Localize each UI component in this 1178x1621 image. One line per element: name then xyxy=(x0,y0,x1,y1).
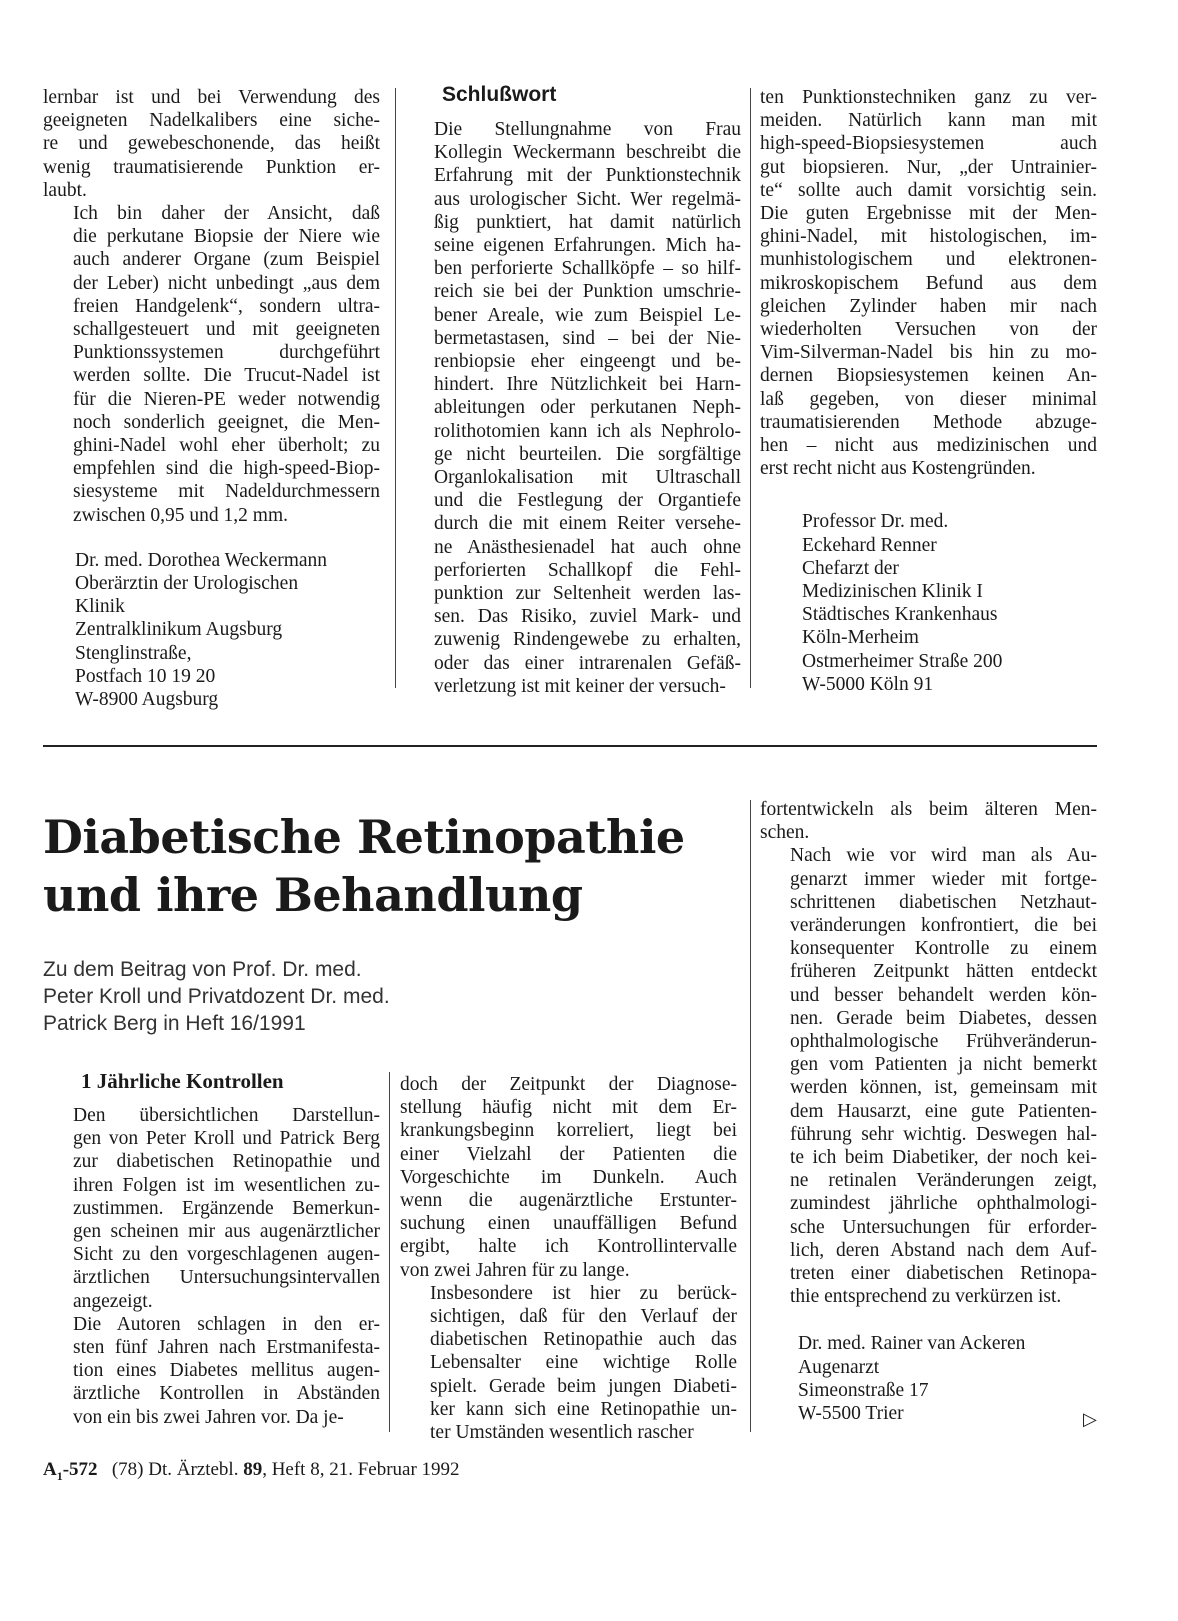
text-line: nen. Gerade beim Diabetes, dessen xyxy=(790,1007,1097,1029)
section-divider xyxy=(43,745,1097,747)
text-line: doch der Zeitpunkt der Diagnose- xyxy=(400,1074,737,1095)
signature-line: W-8900 Augsburg xyxy=(75,689,219,711)
text-line: ableitungen oder perkutanen Neph- xyxy=(434,397,741,419)
text-line: und besser behandelt werden kön- xyxy=(790,984,1097,1006)
text-line: seine eigenen Erfahrungen. Mich ha- xyxy=(434,235,741,257)
paragraph xyxy=(760,798,1097,844)
text-line: zumindest jährliche ophthalmologi- xyxy=(790,1193,1097,1215)
text-line: suchung einen unauffälligen Befund xyxy=(400,1213,737,1235)
author-signature xyxy=(43,549,380,711)
text-line: der Leber) nicht unbedingt „aus dem xyxy=(73,272,380,294)
signature-line: Augenarzt xyxy=(798,1356,880,1378)
text-line: ge nicht beurteilen. Die sorgfältige xyxy=(434,443,741,465)
text-line: reich sie bei der Punktion umschrie- xyxy=(434,281,741,303)
text-line: durch die mit einem Reiter versehe- xyxy=(434,513,741,535)
text-line: schallgesteuert und mit geeigneten xyxy=(73,319,380,341)
text-line: diabetischen Retinopathie auch das xyxy=(430,1329,737,1351)
text-line: wiederholten Versuchen von der xyxy=(760,319,1097,341)
text-line: Nach wie vor wird man als Au- xyxy=(790,845,1097,867)
text-line: Erfahrung mit der Punktionstechnik xyxy=(434,165,741,187)
top-column-1 xyxy=(43,86,380,711)
text-line: Den übersichtlichen Darstellun- xyxy=(73,1105,380,1126)
column-divider xyxy=(395,88,396,688)
text-line: laubt. xyxy=(43,179,87,201)
signature-line: Dr. med. Rainer van Ackeren xyxy=(798,1333,1026,1355)
article-title-line: und ihre Behandlung xyxy=(43,868,583,922)
text-line: früheren Zeitpunkt hätten entdeckt xyxy=(790,961,1097,983)
text-line: von zwei Jahren für zu lange. xyxy=(400,1259,630,1281)
signature-line: Köln-Merheim xyxy=(802,627,919,649)
text-line: von ein bis zwei Jahren vor. Da je- xyxy=(73,1406,344,1428)
signature-line: Zentralklinikum Augsburg xyxy=(75,619,283,641)
text-line: spielt. Gerade beim jungen Diabeti- xyxy=(430,1375,737,1397)
text-line: sichtigen, daß für den Verlauf der xyxy=(430,1306,737,1328)
section-heading: Schlußwort xyxy=(442,83,557,106)
article-column-2 xyxy=(400,1073,737,1444)
text-line: stellung häufig nicht mit dem Er- xyxy=(400,1097,737,1119)
article-column-1 xyxy=(43,1068,380,1429)
text-line: ghini-Nadel wohl eher überholt; zu xyxy=(73,435,380,457)
text-line: führung sehr wichtig. Deswegen hal- xyxy=(790,1123,1097,1145)
signature-line: Stenglinstraße, xyxy=(75,642,192,664)
text-line: ärztliche Kontrollen in Abständen xyxy=(73,1383,380,1405)
paragraph xyxy=(760,86,1097,480)
text-line: sche Untersuchungen für erforder- xyxy=(790,1216,1097,1238)
text-line: siesysteme mit Nadeldurchmessern xyxy=(73,481,380,503)
text-line: lich, deren Abstand nach dem Auf- xyxy=(790,1239,1097,1261)
signature-line: Medizinischen Klinik I xyxy=(802,581,983,603)
article-subtitle-line: Patrick Berg in Heft 16/1991 xyxy=(43,1012,306,1035)
text-line: ßig punktiert, hat damit natürlich xyxy=(434,211,741,233)
text-line: sen. Das Risiko, zuviel Mark- und xyxy=(434,606,741,628)
text-line: ophthalmologische Frühveränderun- xyxy=(790,1031,1097,1053)
paragraph xyxy=(760,844,1097,1308)
paragraph xyxy=(43,1313,380,1429)
text-line: meiden. Natürlich kann man mit xyxy=(760,110,1097,132)
text-line: schrittenen diabetischen Netzhaut- xyxy=(790,891,1097,913)
signature-line: W-5000 Köln 91 xyxy=(802,673,934,695)
paragraph xyxy=(400,1282,737,1444)
text-line: einer Vielzahl der Patienten die xyxy=(400,1143,737,1165)
text-line: gen von Peter Kroll und Patrick Berg xyxy=(73,1128,380,1150)
text-line: ergibt, halte ich Kontrollintervalle xyxy=(400,1236,737,1258)
text-line: auch anderer Organe (zum Beispiel xyxy=(73,249,380,271)
paragraph xyxy=(43,202,380,527)
signature-line: Klinik xyxy=(75,596,125,618)
text-line: empfehlen sind die high-speed-Biop- xyxy=(73,458,380,480)
column-divider xyxy=(389,1072,390,1432)
text-line: zur diabetischen Retinopathie und xyxy=(73,1151,380,1173)
text-line: thie entsprechend zu verkürzen ist. xyxy=(790,1286,1062,1308)
text-line: aus urologischer Sicht. Wer regelmä- xyxy=(434,188,741,210)
column-divider xyxy=(750,88,751,688)
text-line: Die guten Ergebnisse mit der Men- xyxy=(760,203,1097,225)
text-line: zuwenig Rindengewebe zu erhalten, xyxy=(434,629,741,651)
text-line: ärztlichen Untersuchungsintervallen xyxy=(73,1267,380,1289)
article-column-3 xyxy=(760,798,1097,1425)
text-line: ter Umständen wesentlich rascher xyxy=(430,1422,694,1444)
text-line: ben perforierte Schallköpfe – so hilf- xyxy=(434,258,741,280)
text-line: Organlokalisation mit Ultraschall xyxy=(434,467,741,489)
text-line: lernbar ist und bei Verwendung des xyxy=(43,87,380,108)
text-line: gen scheinen mir aus augenärztlicher xyxy=(73,1221,380,1243)
text-line: dernen Biopsiesystemen keinen An- xyxy=(760,365,1097,387)
text-line: krankungsbeginn korreliert, liegt bei xyxy=(400,1120,737,1142)
text-line: ghini-Nadel, mit histologischen, im- xyxy=(760,226,1097,248)
text-line: oder das einer intrarenalen Gefäß- xyxy=(434,652,741,674)
paragraph xyxy=(43,86,380,202)
text-line: rolithotomien kann ich als Nephrolo- xyxy=(434,420,741,442)
author-signature xyxy=(760,510,1097,696)
signature-line: Chefarzt der xyxy=(802,557,899,579)
text-line: ker kann sich eine Retinopathie un- xyxy=(430,1398,737,1420)
article-title xyxy=(43,808,685,924)
text-line: treten einer diabetischen Retinopa- xyxy=(790,1263,1097,1285)
text-line: Vorgeschichte im Dunkeln. Auch xyxy=(400,1166,737,1188)
text-line: te ich beim Diabetiker, der noch kei- xyxy=(790,1147,1097,1169)
text-line: erst recht nicht aus Kostengründen. xyxy=(760,458,1036,480)
signature-line: Dr. med. Dorothea Weckermann xyxy=(75,549,328,571)
article-subtitle-line: Zu dem Beitrag von Prof. Dr. med. xyxy=(43,958,362,981)
text-line: bermetastasen, sind – bei der Nie- xyxy=(434,327,741,349)
text-line: bener Areale, wie zum Beispiel Le- xyxy=(434,304,741,326)
text-line: noch sonderlich geeignet, die Men- xyxy=(73,411,380,433)
text-line: angezeigt. xyxy=(73,1290,153,1312)
signature-line: Ostmerheimer Straße 200 xyxy=(802,650,1003,672)
text-line: werden können, ist, gemeinsam mit xyxy=(790,1077,1097,1099)
text-line: sten fünf Jahren nach Erstmanifesta- xyxy=(73,1337,380,1359)
text-line: gleichen Zylinder haben mir nach xyxy=(760,295,1097,317)
text-line: freien Handgelenk“, sondern ultra- xyxy=(73,295,380,317)
signature-line: Eckehard Renner xyxy=(802,534,937,556)
top-column-2 xyxy=(404,82,741,698)
text-line: Ich bin daher der Ansicht, daß xyxy=(73,203,380,225)
text-line: wenn die augenärztliche Erstunter- xyxy=(400,1190,737,1212)
author-signature xyxy=(760,1332,1097,1425)
text-line: perforierten Schallkopf die Fehl- xyxy=(434,559,741,581)
text-line: munhistologischem und elektronen- xyxy=(760,249,1097,271)
article-title-line: Diabetische Retinopathie xyxy=(43,810,685,864)
article-subtitle-line: Peter Kroll und Privatdozent Dr. med. xyxy=(43,985,390,1008)
page-footer xyxy=(43,1458,460,1488)
article-subtitle xyxy=(43,956,390,1037)
text-line: verletzung ist mit keiner der versuch- xyxy=(434,675,726,697)
signature-line: Städtisches Krankenhaus xyxy=(802,604,998,626)
text-line: zustimmen. Ergänzende Bemerkun- xyxy=(73,1197,380,1219)
section-heading: 1 Jährliche Kontrollen xyxy=(81,1069,284,1093)
text-line: geeigneten Nadelkalibers eine siche- xyxy=(43,110,380,132)
text-line: Vim-Silverman-Nadel bis hin zu mo- xyxy=(760,342,1097,364)
text-line: die perkutane Biopsie der Niere wie xyxy=(73,226,380,248)
text-line: schen. xyxy=(760,822,810,844)
text-line: Lebensalter eine wichtige Rolle xyxy=(430,1352,737,1374)
paragraph xyxy=(400,1073,737,1282)
text-line: konsequenter Kontrolle zu einem xyxy=(790,938,1097,960)
continue-arrow-icon: ▷ xyxy=(1083,1409,1097,1430)
text-line: dem Hausarzt, eine gute Patienten- xyxy=(790,1100,1097,1122)
text-line: wenig traumatisierende Punktion er- xyxy=(43,156,380,178)
text-line: gen vom Patienten ja nicht bemerkt xyxy=(790,1054,1097,1076)
signature-line: W-5500 Trier xyxy=(798,1403,904,1425)
signature-line: Postfach 10 19 20 xyxy=(75,665,216,687)
text-line: punktion zur Seltenheit werden las- xyxy=(434,583,741,605)
text-line: tion eines Diabetes mellitus augen- xyxy=(73,1360,380,1382)
text-line: laß gegeben, von dieser minimal xyxy=(760,388,1097,410)
signature-line: Simeonstraße 17 xyxy=(798,1379,929,1401)
text-line: hindert. Ihre Nützlichkeit bei Harn- xyxy=(434,374,741,396)
text-line: mikroskopischem Befund aus dem xyxy=(760,272,1097,294)
volume-number: 89 xyxy=(243,1459,263,1480)
text-line: ne Anästhesienadel hat auch ohne xyxy=(434,536,741,558)
issue-info: (78) Dt. Ärztebl. xyxy=(111,1459,239,1480)
issue-date: , Heft 8, 21. Februar 1992 xyxy=(262,1459,460,1480)
text-line: veränderungen konfrontiert, die bei xyxy=(790,915,1097,937)
text-line: ihren Folgen ist im wesentlichen zu- xyxy=(73,1174,380,1196)
text-line: für die Nieren-PE weder notwendig xyxy=(73,388,380,410)
text-line: Kollegin Weckermann beschreibt die xyxy=(434,142,741,164)
text-line: renbiopsie eher eingeengt und be- xyxy=(434,351,741,373)
text-line: te“ sollte auch damit vorsichtig sein. xyxy=(760,179,1097,201)
text-line: Die Autoren schlagen in den er- xyxy=(73,1313,380,1335)
text-line: Sicht zu den vorgeschlagenen augen- xyxy=(73,1244,380,1266)
text-line: re und gewebeschonende, das heißt xyxy=(43,133,380,155)
signature-line: Professor Dr. med. xyxy=(802,511,949,533)
text-line: genarzt immer wieder mit fortge- xyxy=(790,868,1097,890)
signature-line: Oberärztin der Urologischen xyxy=(75,573,299,595)
page-number: $A_1-572$ xyxy=(43,1459,98,1483)
paragraph xyxy=(404,118,741,698)
text-line: ne retinalen Veränderungen zeigt, xyxy=(790,1170,1097,1192)
text-line: zwischen 0,95 und 1,2 mm. xyxy=(73,504,289,526)
top-column-3 xyxy=(760,86,1097,696)
text-line: hen – nicht aus medizinischen und xyxy=(760,435,1097,457)
text-line: werden sollte. Die Trucut-Nadel ist xyxy=(73,365,380,387)
text-line: fortentwickeln als beim älteren Men- xyxy=(760,799,1097,820)
text-line: Insbesondere ist hier zu berück- xyxy=(430,1282,737,1304)
paragraph xyxy=(43,1104,380,1313)
text-line: gut biopsieren. Nur, „der Untrainier- xyxy=(760,156,1097,178)
column-divider xyxy=(750,800,751,1432)
text-line: Punktionssystemen durchgeführt xyxy=(73,342,380,364)
text-line: traumatisierenden Methode abzuge- xyxy=(760,411,1097,433)
text-line: Die Stellungnahme von Frau xyxy=(434,119,741,140)
text-line: ten Punktionstechniken ganz zu ver- xyxy=(760,87,1097,108)
text-line: und die Festlegung der Organtiefe xyxy=(434,490,741,512)
text-line: high-speed-Biopsiesystemen auch xyxy=(760,133,1097,155)
